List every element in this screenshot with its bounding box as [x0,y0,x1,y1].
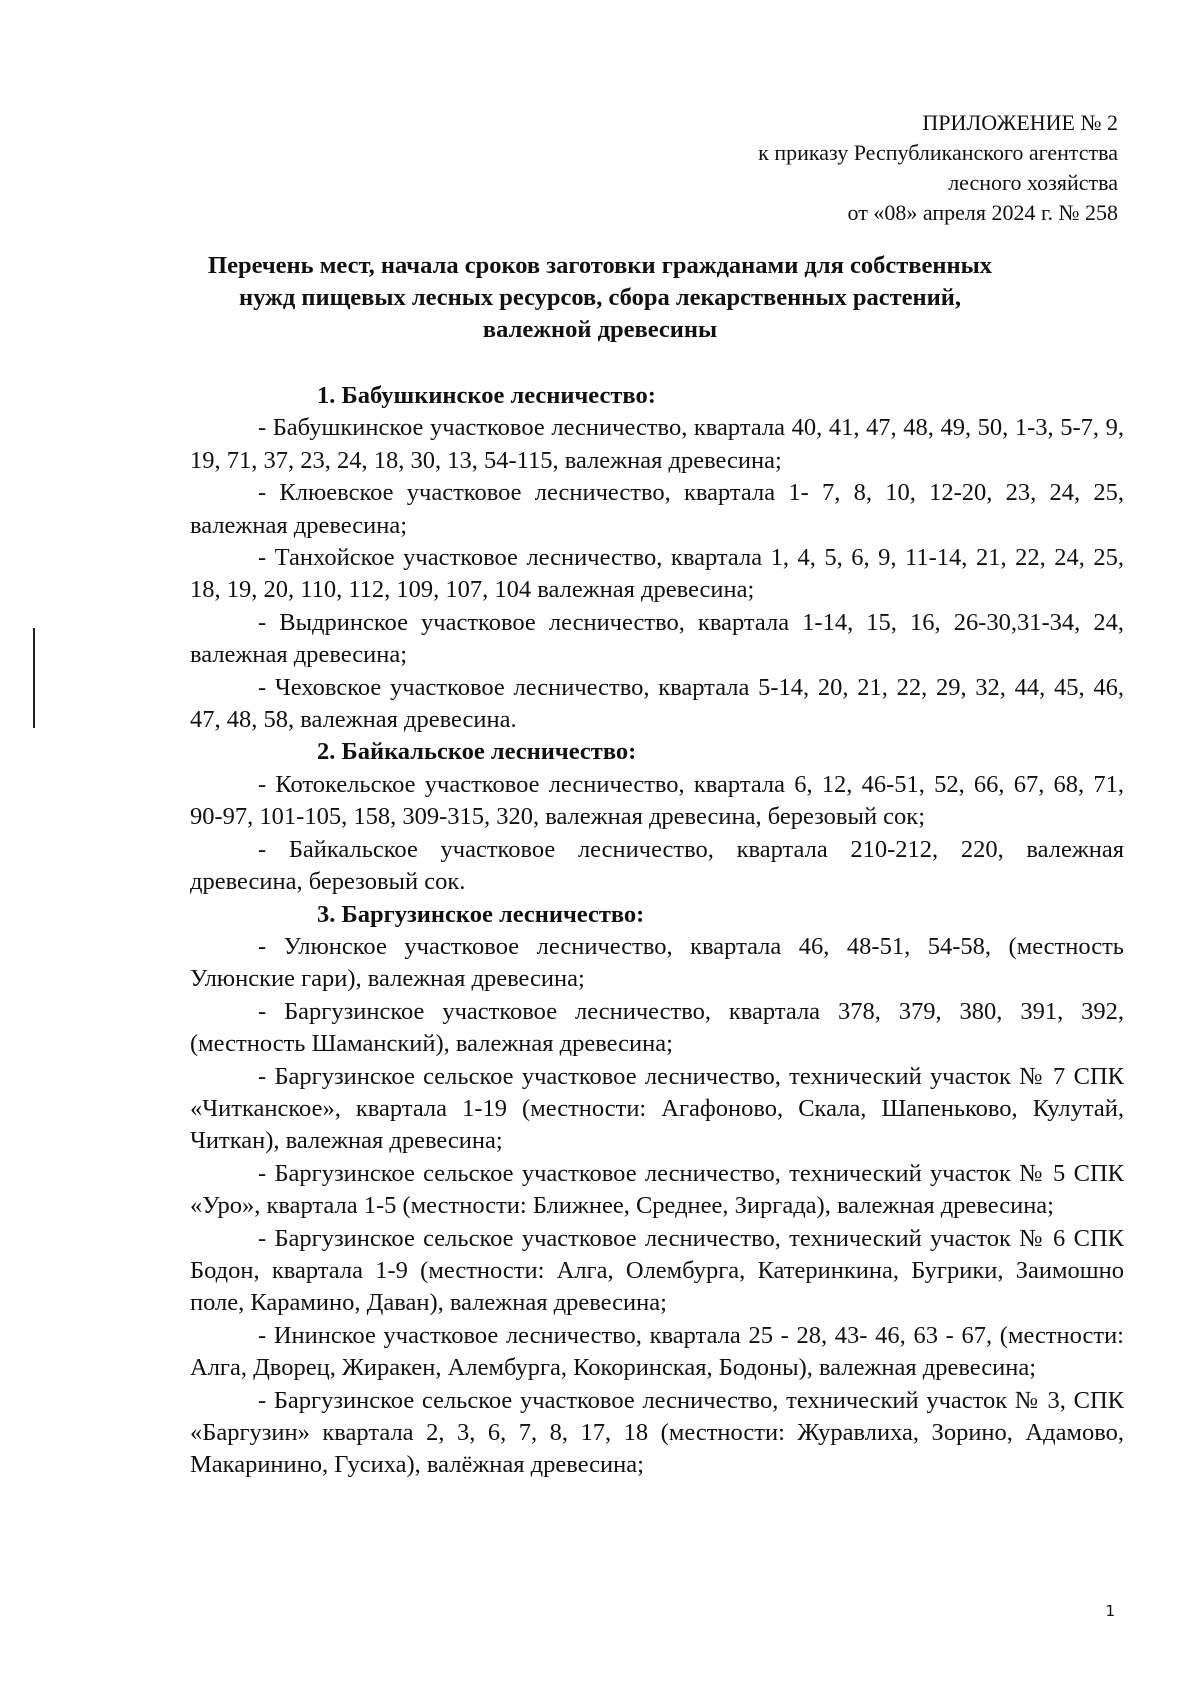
section-barguzinskoe [190,899,1124,1482]
list-item: - Танхойское участковое лесничество, квартала 1, 4, 5, 6, 9, 11-14, 21, 22, 24, 25, 18, 19, 20, 110, 112, 109, 107, 104 валежная древесина; [190,544,1124,604]
list-item: - Баргузинское участковое лесничество, квартала 378, 379, 380, 391, 392, (местность Шаманский), валежная древесина; [190,997,1124,1058]
title-line: Перечень мест, начала сроков заготовки гражданами для собственных [208,252,992,279]
title-line: валежной древесины [482,316,718,343]
annex-line: лесного хозяйства [948,170,1118,195]
list-item: - Выдринское участковое лесничество, квартала 1-14, 15, 16, 26-30,31-34, 24, валежная древесина; [190,608,1124,669]
list-item: - Чеховское участковое лесничество, квартала 5-14, 20, 21, 22, 29, 32, 44, 45, 46, 47, 48, 58, валежная древесина. [190,673,1124,734]
page-number: 1 [1105,1602,1115,1620]
section-baikalskoe [190,736,1124,898]
list-item: - Байкальское участковое лесничество, квартала 210-212, 220, валежная древесина, березовый сок. [190,835,1124,896]
annex-line: к приказу Республиканского агентства [758,140,1118,165]
section-babushkinskoe [190,380,1124,736]
document-title [150,250,1050,346]
section-heading: 3. Баргузинское лесничество: [317,900,645,928]
list-item: - Баргузинское сельское участковое лесничество, технический участок № 3, СПК «Баргузин» квартала 2, 3, 6, 7, 8, 17, 18 (местности: Журавлиха, Зорино, Адамово, Макаринино, Гусиха), валёжная древесина; [190,1386,1124,1479]
list-item: - Баргузинское сельское участковое лесничество, технический участок № 6 СПК Бодон, квартала 1-9 (местности: Алга, Олембурга, Катеринкина, Бугрики, Заимошно поле, Карамино, Даван), валежная древесина; [190,1224,1124,1317]
section-heading: 1. Бабушкинское лесничество: [317,382,656,409]
list-item: - Котокельское участковое лесничество, квартала 6, 12, 46-51, 52, 66, 67, 68, 71, 90-97, 101-105, 158, 309-315, 320, валежная древесина, березовый сок; [190,770,1124,831]
document-body [190,380,1124,1482]
list-item: - Баргузинское сельское участковое лесничество, технический участок № 5 СПК «Уро», квартала 1-5 (местности: Ближнее, Среднее, Зиргада), валежная древесина; [190,1159,1124,1220]
title-line: нужд пищевых лесных ресурсов, сбора лекарственных растений, [239,284,961,311]
annex-line: от «08» апреля 2024 г. № 258 [847,200,1118,225]
annex-block [758,108,1118,228]
section-heading: 2. Байкальское лесничество: [317,738,637,766]
list-item: - Ининское участковое лесничество, квартала 25 - 28, 43- 46, 63 - 67, (местности: Алга, Дворец, Жиракен, Алембурга, Кокоринская, Бодоны), валежная древесина; [190,1321,1124,1382]
list-item: - Бабушкинское участковое лесничество, квартала 40, 41, 47, 48, 49, 50, 1-3, 5-7, 9, 19, 71, 37, 23, 24, 18, 30, 13, 54-115, валежная древесина; [190,414,1124,474]
list-item: - Улюнское участковое лесничество, квартала 46, 48-51, 54-58, (местность Улюнские гари), валежная древесина; [190,932,1124,993]
list-item: - Баргузинское сельское участковое лесничество, технический участок № 7 СПК «Читканское», квартала 1-19 (местности: Агафоново, Скала, Шапеньково, Кулутай, Читкан), валежная древесина; [190,1062,1124,1155]
annex-line: ПРИЛОЖЕНИЕ № 2 [922,110,1118,135]
scan-margin-mark [33,628,35,728]
list-item: - Клюевское участковое лесничество, квартала 1- 7, 8, 10, 12-20, 23, 24, 25, валежная древесина; [190,479,1124,539]
